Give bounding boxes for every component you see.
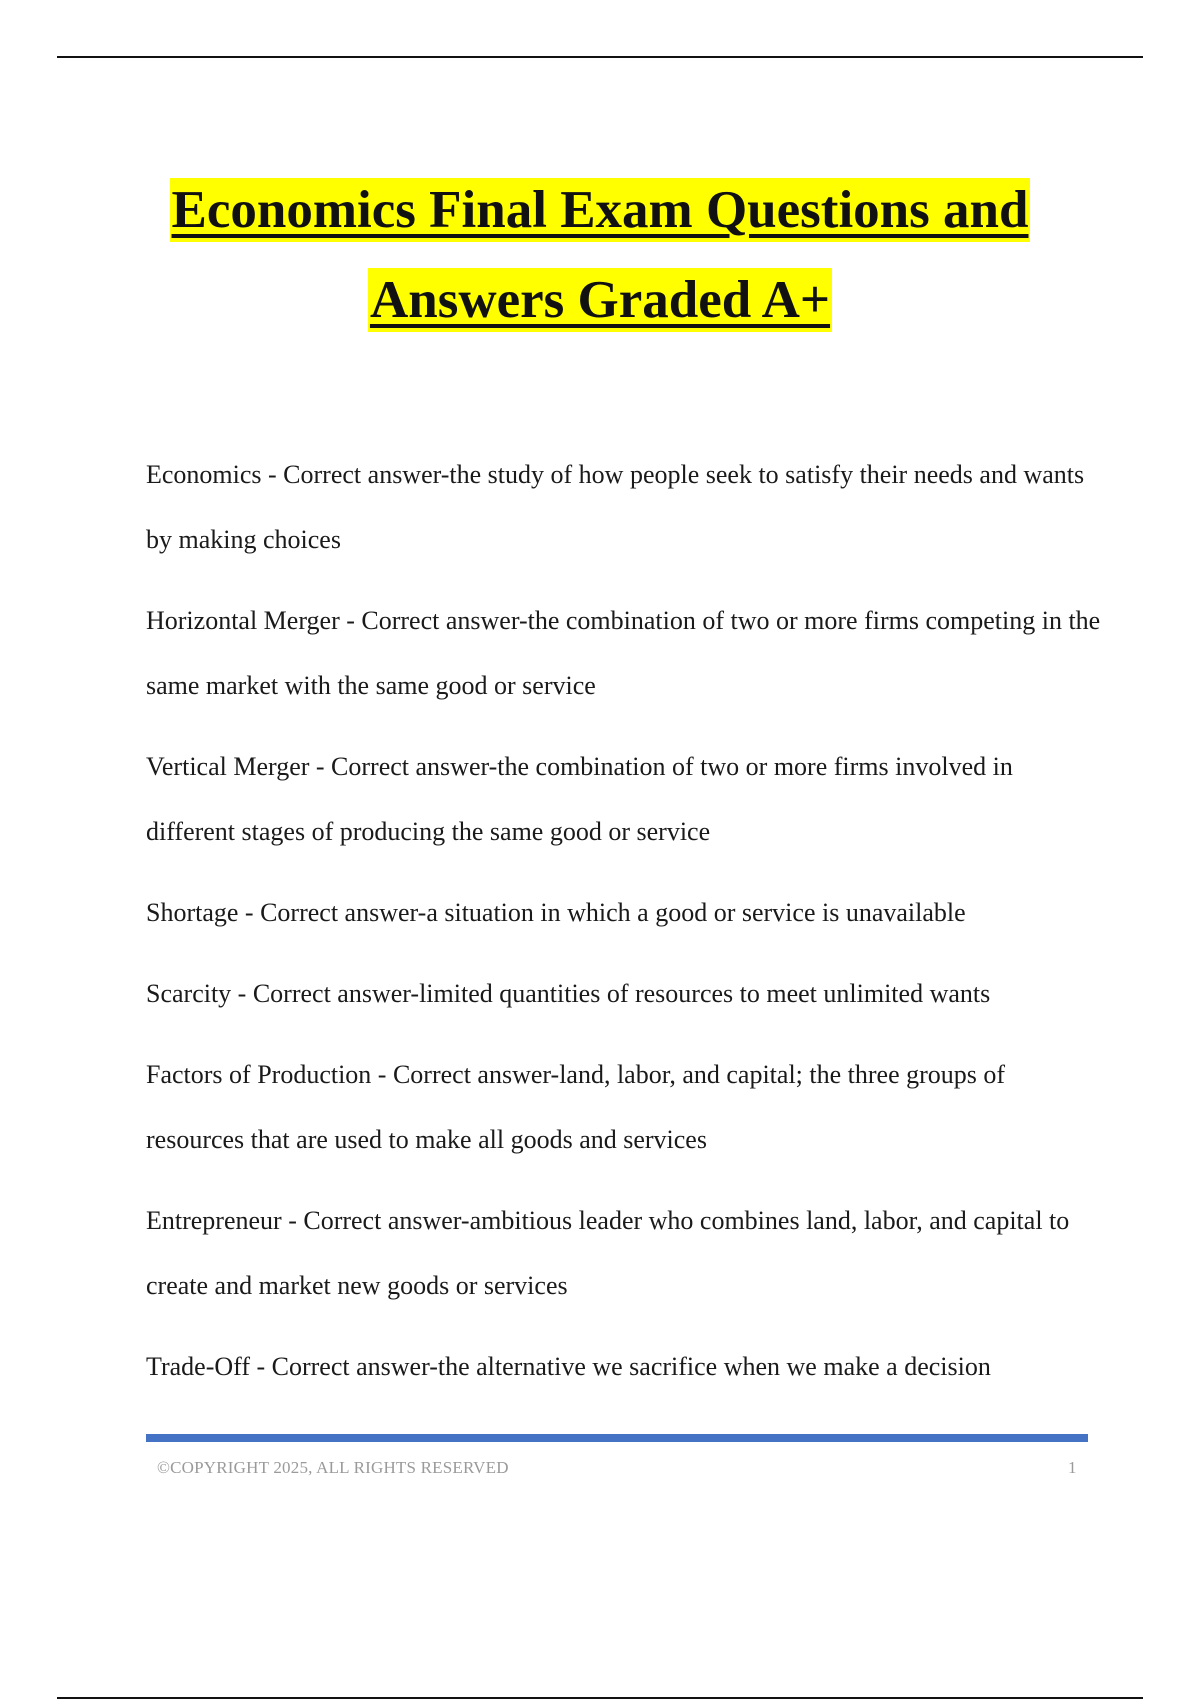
footer-rule [146, 1434, 1088, 1442]
qa-entry-factors-of-production: Factors of Production - Correct answer-land, labor, and capital; the three groups of resources that are used to make all goods and services [146, 1060, 1006, 1154]
footer-page-number: 1 [1068, 1458, 1077, 1477]
qa-entry-trade-off: Trade-Off - Correct answer-the alternative we sacrifice when we make a decision [146, 1352, 991, 1381]
qa-entry-scarcity: Scarcity - Correct answer-limited quantities of resources to meet unlimited wants [146, 979, 991, 1008]
footer-copyright: ©COPYRIGHT 2025, ALL RIGHTS RESERVED [157, 1458, 509, 1477]
title-line-2: Answers Graded A+ [368, 268, 832, 332]
qa-entry-economics: Economics - Correct answer-the study of how people seek to satisfy their needs and wants by making choices [146, 460, 1085, 554]
qa-entry-vertical-merger: Vertical Merger - Correct answer-the combination of two or more firms involved in different stages of producing the same good or service [146, 752, 1013, 846]
page-top-rule [57, 56, 1143, 58]
qa-entry-horizontal-merger: Horizontal Merger - Correct answer-the combination of two or more firms competing in the same market with the same good or service [146, 606, 1101, 700]
qa-entry-shortage: Shortage - Correct answer-a situation in which a good or service is unavailable [146, 898, 966, 927]
page-bottom-rule [57, 1697, 1143, 1699]
document-title [0, 178, 1200, 358]
qa-entry-entrepreneur: Entrepreneur - Correct answer-ambitious leader who combines land, labor, and capital to create and market new goods or services [146, 1206, 1070, 1300]
title-line-1: Economics Final Exam Questions and [170, 178, 1031, 242]
qa-entry-list [146, 442, 1101, 1415]
